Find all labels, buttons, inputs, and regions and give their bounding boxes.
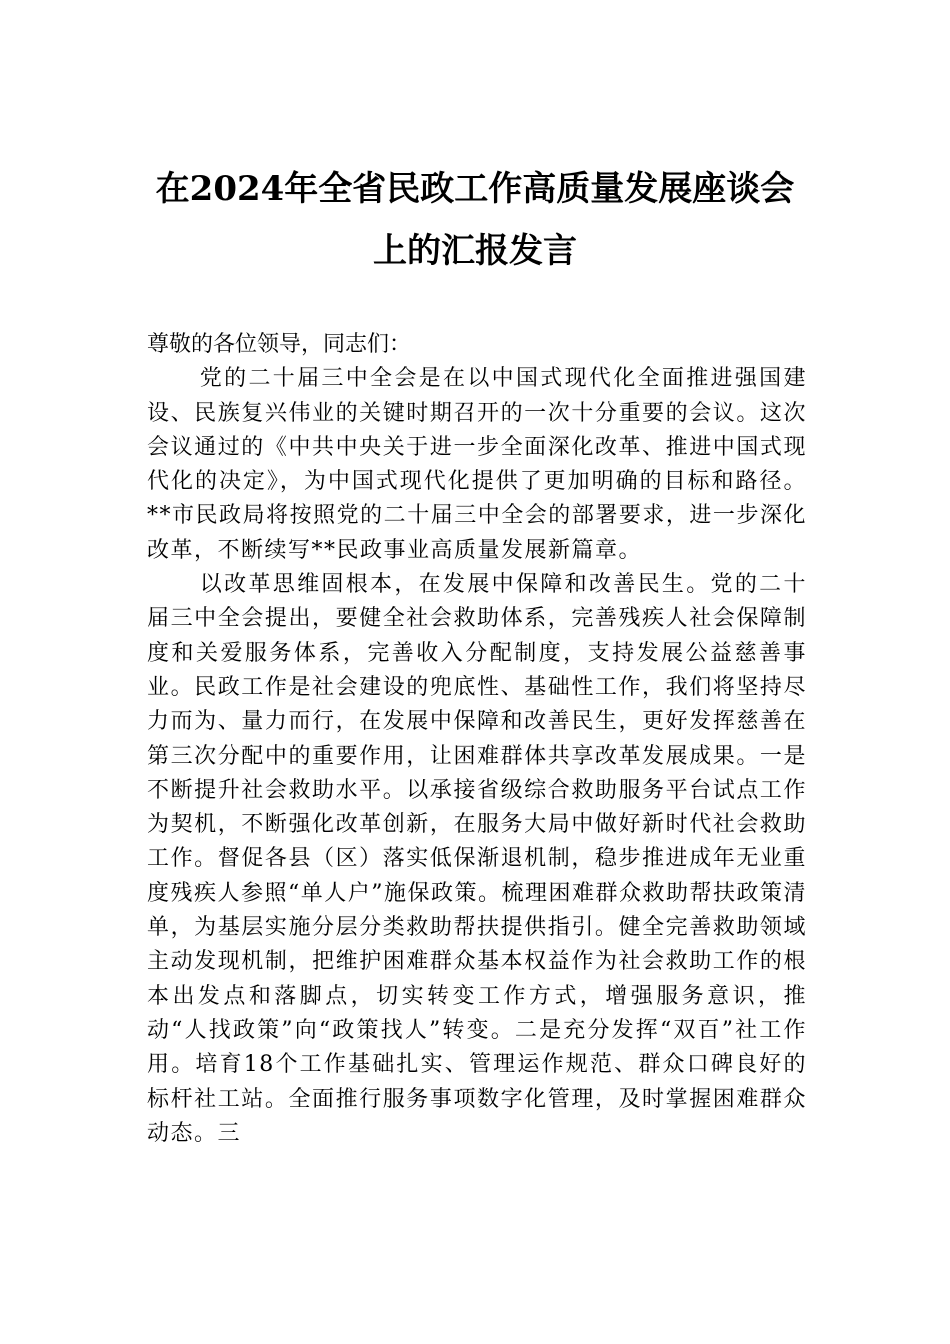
paragraph-1: 党的二十届三中全会是在以中国式现代化全面推进强国建设、民族复兴伟业的关键时期召开的一次十分重要的会议。这次会议通过的《中共中央关于进一步全面深化改革、推进中国式现代化的决定》，为中国式现代化提供了更加明确的目标和路径。**市民政局将按照党的二十届三中全会的部署要求，进一步深化改革，不断续写**民政事业高质量发展新篇章。 [147,366,807,563]
salutation: 尊敬的各位领导，同志们： [147,332,412,357]
document-title [140,158,810,282]
title-line-2: 上的汇报发言 [373,231,577,271]
document-body [147,328,807,1151]
title-line-1: 在2024年全省民政工作高质量发展座谈会 [155,169,795,209]
paragraph-2: 以改革思维固根本，在发展中保障和改善民生。党的二十届三中全会提出，要健全社会救助体系，完善残疾人社会保障制度和关爱服务体系，完善收入分配制度，支持发展公益慈善事业。民政工作是社会建设的兜底性、基础性工作，我们将坚持尽力而为、量力而行，在发展中保障和改善民生，更好发挥慈善在第三次分配中的重要作用，让困难群体共享改革发展成果。一是不断提升社会救助水平。以承接省级综合救助服务平台试点工作为契机，不断强化改革创新，在服务大局中做好新时代社会救助工作。督促各县（区）落实低保渐退机制，稳步推进成年无业重度残疾人参照“单人户”施保政策。梳理困难群众救助帮扶政策清单，为基层实施分层分类救助帮扶提供指引。健全完善救助领域主动发现机制，把维护困难群众基本权益作为社会救助工作的根本出发点和落脚点，切实转变工作方式，增强服务意识，推动“人找政策”向“政策找人”转变。二是充分发挥“双百”社工作用。培育18个工作基础扎实、管理运作规范、群众口碑良好的标杆社工站。全面推行服务事项数字化管理，及时掌握困难群众动态。三 [147,572,807,1146]
